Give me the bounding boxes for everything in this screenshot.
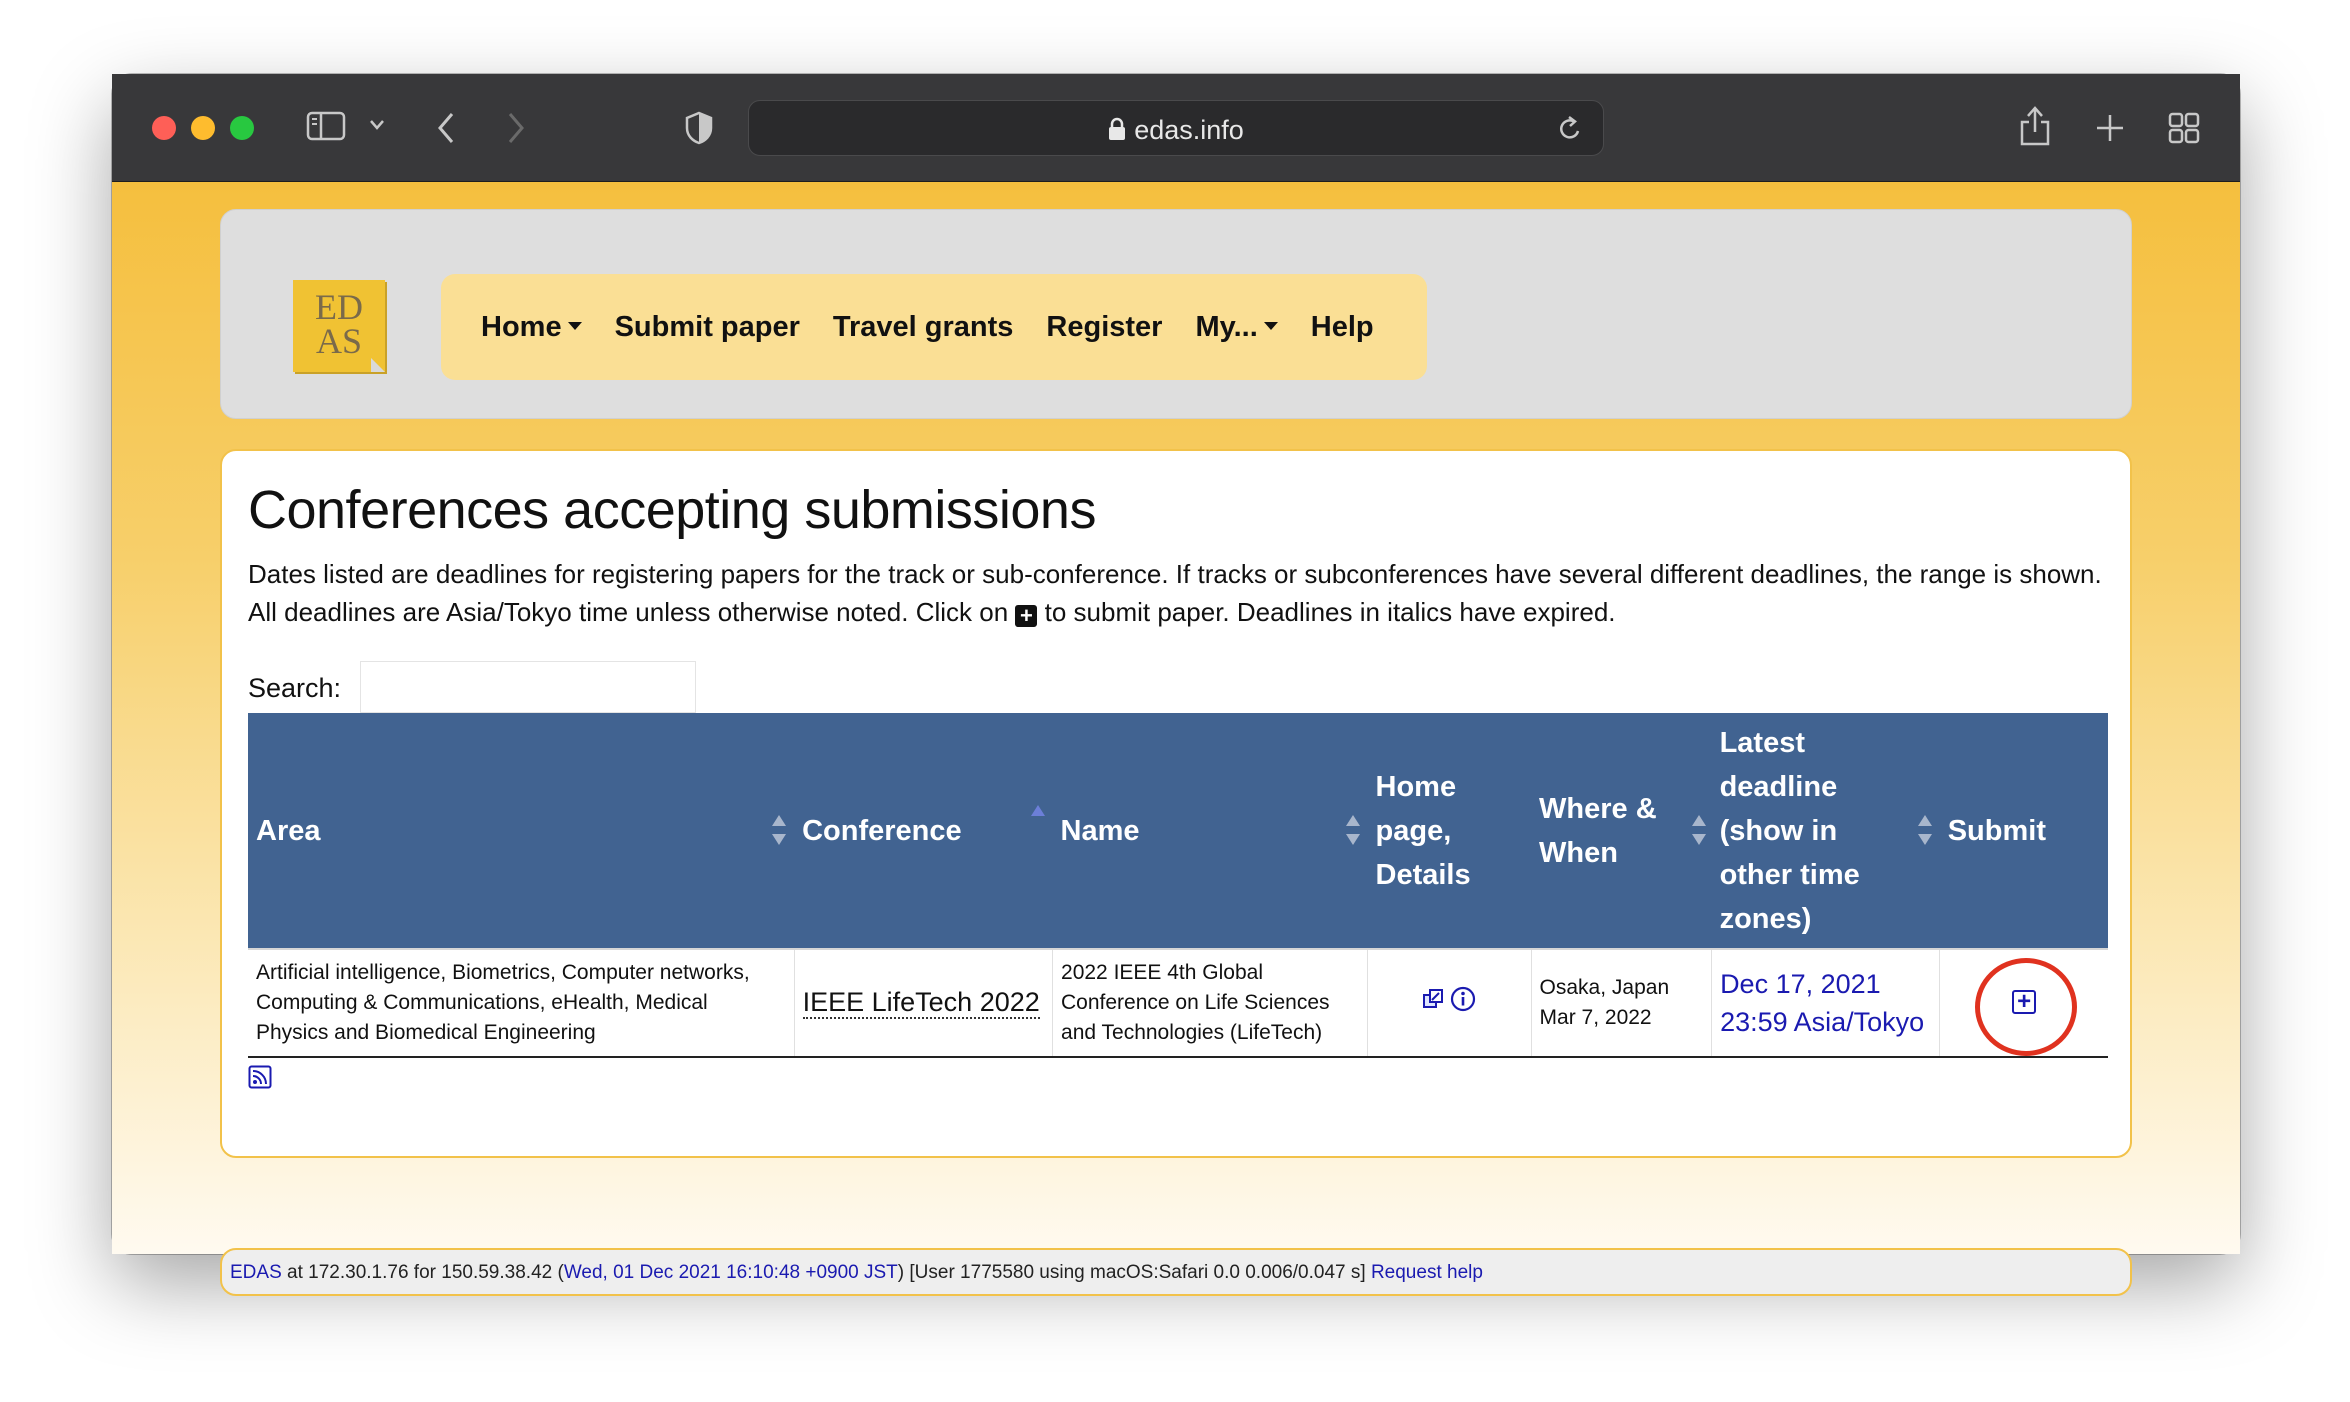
page-viewport	[112, 182, 2240, 1283]
rss-feed-icon[interactable]	[248, 1065, 272, 1094]
deadline-date-link[interactable]: Dec 17, 2021	[1720, 969, 1881, 999]
where-when-cell	[1531, 949, 1712, 1057]
zoom-window-button[interactable]	[230, 116, 254, 140]
intro-text: Dates listed are deadlines for registering papers for the track or sub-conference. If tracks or subconferences have several different deadlines, the range is shown. All deadlines are Asia/Tokyo time unless otherwise noted. Click on + to submit paper. Deadlines in italics have expired.	[248, 559, 2102, 628]
main-nav	[441, 274, 1427, 380]
lock-icon	[1108, 117, 1126, 148]
sort-both-icon	[1918, 815, 1932, 845]
submit-plus-icon[interactable]: +	[2012, 990, 2036, 1014]
plus-square-icon: +	[1015, 605, 1037, 627]
chevron-down-icon[interactable]	[368, 118, 386, 132]
nav-home-dropdown[interactable]: Home	[481, 311, 582, 344]
column-header-name[interactable]: Name	[1053, 713, 1368, 949]
logo-line-1: ED	[315, 287, 363, 327]
table-row	[248, 949, 2108, 1057]
url-text: edas.info	[749, 115, 1603, 148]
timestamp-link[interactable]: Wed, 01 Dec 2021 16:10:48 +0900 JST	[563, 1262, 898, 1283]
minimize-window-button[interactable]	[191, 116, 215, 140]
column-header-where-when[interactable]: Where & When	[1531, 713, 1712, 949]
table-header-row	[248, 713, 2108, 949]
nav-submit-paper[interactable]: Submit paper	[614, 310, 800, 343]
share-icon[interactable]	[2018, 104, 2052, 148]
page-footer: EDAS at 172.30.1.76 for 150.59.38.42 (Wed, 01 Dec 2021 16:10:48 +0900 JST) [User 1775580 using macOS:Safari 0.0 0.006/0.047 s] Request help	[220, 1248, 2132, 1296]
info-icon[interactable]	[1450, 986, 1476, 1021]
home-page-cell	[1368, 949, 1532, 1057]
address-bar[interactable]	[748, 100, 1604, 156]
column-header-latest-deadline[interactable]: Latest deadline (show in other time zones)	[1712, 713, 1940, 949]
nav-my-dropdown[interactable]: My...	[1195, 311, 1277, 344]
browser-window	[112, 74, 2240, 1283]
caret-down-icon	[568, 322, 582, 330]
area-cell: Artificial intelligence, Biometrics, Computer networks, Computing & Communications, eHealth, Medical Physics and Biomedical Engineering	[248, 949, 794, 1057]
request-help-link[interactable]: Request help	[1370, 1262, 1483, 1283]
back-arrow-icon[interactable]	[434, 110, 458, 146]
name-cell: 2022 IEEE 4th Global Conference on Life Sciences and Technologies (LifeTech)	[1053, 949, 1368, 1057]
main-content	[220, 449, 2132, 1158]
submit-cell	[1940, 949, 2108, 1057]
search-input[interactable]	[360, 661, 696, 713]
column-header-submit[interactable]: Submit	[1940, 713, 2108, 949]
site-header	[220, 209, 2132, 419]
tab-overview-icon[interactable]	[2168, 112, 2200, 144]
logo-line-2: AS	[315, 321, 363, 361]
external-link-icon[interactable]	[1422, 988, 1444, 1019]
sort-both-icon	[1346, 815, 1360, 845]
browser-toolbar	[112, 74, 2240, 182]
caret-down-icon	[1264, 322, 1278, 330]
new-tab-icon[interactable]	[2094, 112, 2126, 144]
forward-arrow-icon[interactable]	[504, 110, 528, 146]
nav-help[interactable]: Help	[1310, 310, 1374, 343]
location-text: Osaka, Japan	[1539, 976, 1670, 999]
search-label: Search:	[248, 673, 342, 703]
nav-travel-grants[interactable]: Travel grants	[832, 310, 1014, 343]
date-text: Mar 7, 2022	[1539, 1006, 1652, 1029]
shield-icon[interactable]	[684, 110, 714, 146]
column-header-area[interactable]: Area	[248, 713, 794, 949]
sidebar-toggle-icon[interactable]	[306, 110, 346, 142]
column-header-home-page[interactable]: Home page, Details	[1368, 713, 1532, 949]
conference-cell	[794, 949, 1052, 1057]
reload-icon[interactable]	[1557, 115, 1583, 148]
sort-both-icon	[772, 815, 786, 845]
deadline-time-link[interactable]: 23:59 Asia/Tokyo	[1720, 1007, 1925, 1037]
deadline-cell	[1712, 949, 1940, 1057]
conference-link[interactable]: IEEE LifeTech 2022	[802, 986, 1040, 1017]
edas-link[interactable]: EDAS	[230, 1262, 282, 1283]
sort-both-icon	[1692, 815, 1706, 845]
column-header-conference[interactable]: Conference	[794, 713, 1052, 949]
close-window-button[interactable]	[152, 116, 176, 140]
sort-ascending-icon	[1031, 805, 1045, 835]
edas-logo[interactable]	[293, 280, 385, 372]
conferences-table	[248, 713, 2108, 1058]
nav-register[interactable]: Register	[1046, 310, 1163, 343]
logo-page-fold	[371, 358, 385, 372]
page-title: Conferences accepting submissions	[248, 480, 1096, 540]
